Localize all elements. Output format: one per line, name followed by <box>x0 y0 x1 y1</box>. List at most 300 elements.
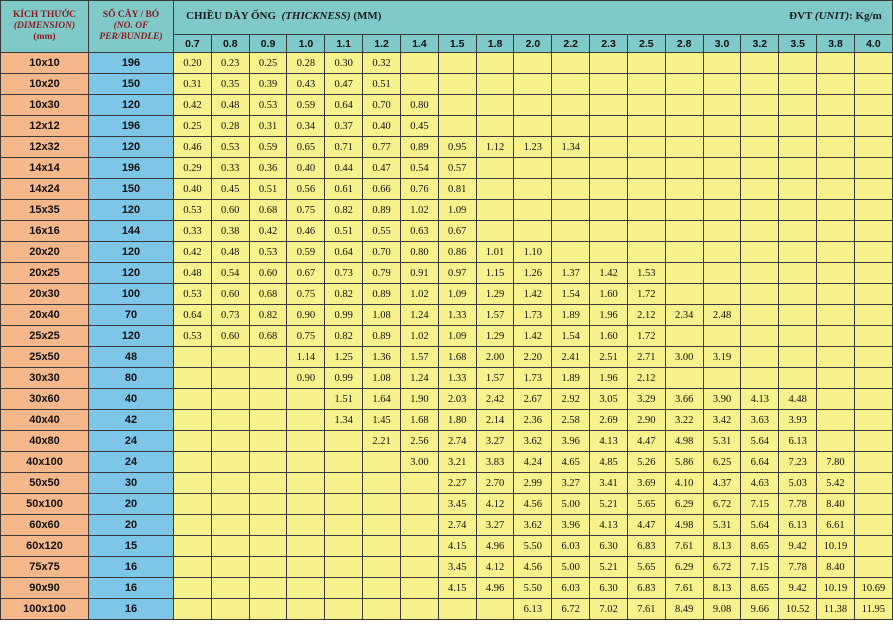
weight-cell: 0.45 <box>211 179 249 200</box>
weight-cell <box>741 368 779 389</box>
weight-cell <box>779 74 817 95</box>
weight-cell: 0.76 <box>400 179 438 200</box>
weight-cell <box>779 221 817 242</box>
weight-cell <box>211 389 249 410</box>
weight-cell: 0.53 <box>249 242 287 263</box>
weight-cell <box>665 221 703 242</box>
weight-cell <box>627 221 665 242</box>
weight-cell: 5.86 <box>665 452 703 473</box>
weight-cell <box>514 95 552 116</box>
weight-cell: 4.24 <box>514 452 552 473</box>
weight-cell <box>249 389 287 410</box>
weight-cell: 3.63 <box>741 410 779 431</box>
weight-cell <box>363 557 401 578</box>
weight-cell <box>325 494 363 515</box>
weight-cell: 6.61 <box>817 515 855 536</box>
weight-cell: 3.96 <box>552 515 590 536</box>
weight-cell <box>514 179 552 200</box>
weight-cell: 1.02 <box>400 200 438 221</box>
weight-cell: 6.72 <box>703 494 741 515</box>
weight-cell: 0.51 <box>249 179 287 200</box>
weight-cell <box>438 116 476 137</box>
weight-cell: 3.42 <box>703 410 741 431</box>
table-row <box>1 452 893 473</box>
weight-cell: 0.68 <box>249 284 287 305</box>
table-body <box>1 53 893 620</box>
bundle-count-cell: 20 <box>89 494 174 515</box>
weight-cell: 0.63 <box>400 221 438 242</box>
weight-cell <box>854 452 892 473</box>
weight-cell: 1.02 <box>400 326 438 347</box>
table-row <box>1 389 893 410</box>
weight-cell: 0.48 <box>174 263 212 284</box>
weight-cell <box>325 515 363 536</box>
weight-cell <box>174 536 212 557</box>
weight-cell: 4.47 <box>627 431 665 452</box>
weight-cell: 9.66 <box>741 599 779 620</box>
weight-cell <box>665 263 703 284</box>
weight-cell <box>854 74 892 95</box>
weight-cell <box>779 326 817 347</box>
weight-cell <box>325 557 363 578</box>
weight-cell: 0.32 <box>363 53 401 74</box>
weight-cell <box>817 221 855 242</box>
weight-cell: 1.45 <box>363 410 401 431</box>
bundle-header <box>89 1 174 53</box>
weight-cell <box>627 116 665 137</box>
weight-cell: 0.54 <box>400 158 438 179</box>
weight-cell: 4.15 <box>438 536 476 557</box>
weight-cell <box>174 578 212 599</box>
weight-cell: 2.92 <box>552 389 590 410</box>
weight-cell: 2.99 <box>514 473 552 494</box>
table-row <box>1 116 893 137</box>
weight-cell: 1.51 <box>325 389 363 410</box>
weight-cell: 7.15 <box>741 557 779 578</box>
bundle-count-cell: 30 <box>89 473 174 494</box>
weight-cell: 6.03 <box>552 536 590 557</box>
weight-cell <box>174 452 212 473</box>
weight-cell <box>817 95 855 116</box>
weight-cell: 4.85 <box>590 452 628 473</box>
weight-cell: 2.56 <box>400 431 438 452</box>
weight-cell <box>665 200 703 221</box>
weight-cell: 7.61 <box>665 578 703 599</box>
weight-cell: 0.31 <box>249 116 287 137</box>
unit-label <box>789 10 882 22</box>
weight-cell: 1.34 <box>325 410 363 431</box>
weight-cell: 0.75 <box>287 284 325 305</box>
table-row <box>1 95 893 116</box>
thickness-column-header: 2.5 <box>627 35 665 53</box>
weight-cell: 1.57 <box>476 368 514 389</box>
dimension-cell: 40x80 <box>1 431 89 452</box>
bundle-count-cell: 20 <box>89 515 174 536</box>
thickness-column-header: 2.0 <box>514 35 552 53</box>
weight-cell: 1.10 <box>514 242 552 263</box>
weight-cell: 8.13 <box>703 578 741 599</box>
weight-cell: 1.53 <box>627 263 665 284</box>
table-row <box>1 158 893 179</box>
weight-cell <box>174 410 212 431</box>
weight-cell <box>779 368 817 389</box>
weight-cell: 1.42 <box>514 326 552 347</box>
weight-cell <box>703 74 741 95</box>
bundle-count-cell: 48 <box>89 347 174 368</box>
bundle-header-vi: SỐ CÂY / BÓ <box>102 10 160 20</box>
weight-cell <box>741 179 779 200</box>
unit-prefix: ĐVT <box>789 10 813 22</box>
thickness-column-header: 2.2 <box>552 35 590 53</box>
weight-cell <box>174 431 212 452</box>
weight-cell: 0.53 <box>249 95 287 116</box>
weight-cell <box>627 95 665 116</box>
weight-cell: 0.71 <box>325 137 363 158</box>
weight-cell <box>249 452 287 473</box>
weight-cell <box>211 599 249 620</box>
weight-cell <box>665 179 703 200</box>
weight-cell: 6.29 <box>665 557 703 578</box>
weight-cell <box>817 200 855 221</box>
weight-cell <box>325 473 363 494</box>
weight-cell: 3.62 <box>514 515 552 536</box>
thickness-column-header: 3.0 <box>703 35 741 53</box>
dimension-cell: 12x12 <box>1 116 89 137</box>
weight-cell: 9.42 <box>779 536 817 557</box>
weight-cell: 0.99 <box>325 305 363 326</box>
weight-cell <box>703 179 741 200</box>
weight-cell: 4.96 <box>476 578 514 599</box>
weight-cell: 6.83 <box>627 578 665 599</box>
weight-cell <box>627 137 665 158</box>
table-row <box>1 473 893 494</box>
weight-cell: 1.60 <box>590 284 628 305</box>
table-row <box>1 410 893 431</box>
weight-cell <box>325 431 363 452</box>
weight-cell: 0.23 <box>211 53 249 74</box>
weight-cell: 0.39 <box>249 74 287 95</box>
weight-cell <box>552 200 590 221</box>
bundle-count-cell: 196 <box>89 53 174 74</box>
weight-cell: 3.45 <box>438 494 476 515</box>
weight-cell: 1.08 <box>363 368 401 389</box>
bundle-count-cell: 120 <box>89 137 174 158</box>
weight-cell <box>325 536 363 557</box>
table-row <box>1 494 893 515</box>
weight-cell <box>854 368 892 389</box>
unit-value: : Kg/m <box>849 10 882 22</box>
weight-cell: 3.19 <box>703 347 741 368</box>
weight-cell: 2.36 <box>514 410 552 431</box>
weight-cell <box>400 557 438 578</box>
weight-cell <box>703 116 741 137</box>
weight-cell <box>817 116 855 137</box>
weight-cell: 0.66 <box>363 179 401 200</box>
dimension-cell: 60x120 <box>1 536 89 557</box>
weight-cell <box>211 557 249 578</box>
bundle-count-cell: 120 <box>89 326 174 347</box>
weight-cell: 3.00 <box>665 347 703 368</box>
weight-cell: 1.02 <box>400 284 438 305</box>
weight-cell <box>287 389 325 410</box>
weight-cell <box>552 221 590 242</box>
weight-cell <box>400 599 438 620</box>
weight-cell: 2.20 <box>514 347 552 368</box>
thickness-column-header: 3.8 <box>817 35 855 53</box>
weight-cell <box>287 452 325 473</box>
weight-cell <box>854 305 892 326</box>
weight-cell: 4.98 <box>665 515 703 536</box>
table-row <box>1 431 893 452</box>
dimension-cell: 20x30 <box>1 284 89 305</box>
weight-cell <box>590 200 628 221</box>
weight-cell: 1.89 <box>552 368 590 389</box>
weight-cell: 0.79 <box>363 263 401 284</box>
weight-cell <box>741 305 779 326</box>
weight-cell <box>400 536 438 557</box>
weight-cell <box>741 116 779 137</box>
weight-cell: 3.83 <box>476 452 514 473</box>
weight-cell: 1.36 <box>363 347 401 368</box>
weight-cell: 1.80 <box>438 410 476 431</box>
weight-cell <box>363 473 401 494</box>
weight-cell: 0.40 <box>363 116 401 137</box>
weight-cell: 4.65 <box>552 452 590 473</box>
weight-cell <box>665 116 703 137</box>
weight-cell: 9.08 <box>703 599 741 620</box>
table-row <box>1 53 893 74</box>
weight-cell: 2.00 <box>476 347 514 368</box>
weight-cell: 6.64 <box>741 452 779 473</box>
weight-cell <box>552 53 590 74</box>
weight-cell <box>817 326 855 347</box>
weight-cell: 3.66 <box>665 389 703 410</box>
dimension-cell: 15x35 <box>1 200 89 221</box>
weight-cell: 1.64 <box>363 389 401 410</box>
thickness-column-header: 1.4 <box>400 35 438 53</box>
weight-cell <box>854 242 892 263</box>
weight-cell: 2.90 <box>627 410 665 431</box>
weight-cell <box>249 431 287 452</box>
weight-cell <box>476 200 514 221</box>
weight-cell <box>400 74 438 95</box>
weight-cell <box>703 221 741 242</box>
table-row <box>1 599 893 620</box>
weight-cell <box>817 263 855 284</box>
weight-cell <box>514 53 552 74</box>
thickness-title <box>186 10 381 22</box>
weight-cell <box>703 95 741 116</box>
weight-cell <box>400 578 438 599</box>
dimension-cell: 50x50 <box>1 473 89 494</box>
weight-cell <box>817 74 855 95</box>
weight-cell <box>400 494 438 515</box>
dimension-header <box>1 1 89 53</box>
weight-cell: 1.73 <box>514 368 552 389</box>
weight-cell: 9.42 <box>779 578 817 599</box>
weight-cell <box>174 347 212 368</box>
weight-cell <box>476 221 514 242</box>
weight-cell: 3.29 <box>627 389 665 410</box>
weight-cell: 2.21 <box>363 431 401 452</box>
weight-cell: 0.89 <box>363 284 401 305</box>
weight-cell: 3.27 <box>476 431 514 452</box>
weight-cell: 3.21 <box>438 452 476 473</box>
weight-cell: 3.93 <box>779 410 817 431</box>
weight-cell: 0.95 <box>438 137 476 158</box>
weight-cell: 7.80 <box>817 452 855 473</box>
dimension-cell: 100x100 <box>1 599 89 620</box>
weight-cell <box>817 53 855 74</box>
weight-cell: 0.25 <box>249 53 287 74</box>
dimension-cell: 20x20 <box>1 242 89 263</box>
weight-cell <box>665 74 703 95</box>
weight-cell <box>779 53 817 74</box>
weight-cell: 0.53 <box>174 326 212 347</box>
weight-cell: 5.65 <box>627 494 665 515</box>
weight-cell <box>174 557 212 578</box>
weight-cell: 0.46 <box>174 137 212 158</box>
weight-cell: 10.19 <box>817 578 855 599</box>
weight-cell: 0.53 <box>174 284 212 305</box>
weight-cell: 1.54 <box>552 326 590 347</box>
weight-cell: 4.12 <box>476 557 514 578</box>
weight-cell: 1.73 <box>514 305 552 326</box>
weight-cell: 0.43 <box>287 74 325 95</box>
weight-cell: 0.42 <box>249 221 287 242</box>
dimension-cell: 20x40 <box>1 305 89 326</box>
dimension-cell: 10x30 <box>1 95 89 116</box>
weight-cell: 0.28 <box>211 116 249 137</box>
weight-cell: 1.42 <box>590 263 628 284</box>
weight-cell <box>817 389 855 410</box>
weight-cell: 0.77 <box>363 137 401 158</box>
weight-cell <box>249 578 287 599</box>
weight-cell: 3.62 <box>514 431 552 452</box>
weight-cell <box>854 200 892 221</box>
weight-cell: 5.64 <box>741 515 779 536</box>
weight-cell <box>363 452 401 473</box>
bundle-count-cell: 100 <box>89 284 174 305</box>
weight-cell <box>438 95 476 116</box>
weight-cell: 10.19 <box>817 536 855 557</box>
weight-cell: 5.50 <box>514 536 552 557</box>
thickness-column-header: 1.2 <box>363 35 401 53</box>
weight-cell: 1.37 <box>552 263 590 284</box>
dimension-cell: 12x32 <box>1 137 89 158</box>
weight-cell <box>249 347 287 368</box>
weight-cell <box>779 347 817 368</box>
table-row <box>1 536 893 557</box>
weight-cell: 0.82 <box>249 305 287 326</box>
weight-cell <box>703 242 741 263</box>
weight-cell <box>854 116 892 137</box>
table-row <box>1 368 893 389</box>
table-row <box>1 347 893 368</box>
weight-cell: 11.95 <box>854 599 892 620</box>
weight-cell: 0.25 <box>174 116 212 137</box>
table-row <box>1 179 893 200</box>
weight-cell: 0.45 <box>400 116 438 137</box>
weight-cell <box>211 431 249 452</box>
weight-cell <box>590 116 628 137</box>
weight-cell <box>438 74 476 95</box>
weight-cell <box>211 473 249 494</box>
weight-cell: 6.83 <box>627 536 665 557</box>
weight-cell: 3.45 <box>438 557 476 578</box>
weight-cell <box>211 578 249 599</box>
weight-cell: 6.30 <box>590 536 628 557</box>
weight-cell: 4.13 <box>590 431 628 452</box>
weight-cell: 0.33 <box>174 221 212 242</box>
weight-cell <box>476 74 514 95</box>
weight-cell <box>779 242 817 263</box>
weight-cell <box>249 557 287 578</box>
weight-cell: 1.09 <box>438 326 476 347</box>
weight-cell: 4.37 <box>703 473 741 494</box>
weight-cell: 1.14 <box>287 347 325 368</box>
weight-cell: 10.69 <box>854 578 892 599</box>
bundle-count-cell: 144 <box>89 221 174 242</box>
weight-cell: 0.55 <box>363 221 401 242</box>
weight-cell <box>627 242 665 263</box>
weight-cell <box>476 95 514 116</box>
weight-cell: 3.05 <box>590 389 628 410</box>
weight-cell: 0.60 <box>211 326 249 347</box>
weight-cell: 0.75 <box>287 326 325 347</box>
table-row <box>1 578 893 599</box>
thickness-column-header: 3.2 <box>741 35 779 53</box>
weight-cell <box>854 179 892 200</box>
weight-cell <box>854 137 892 158</box>
weight-cell <box>174 389 212 410</box>
weight-cell <box>854 515 892 536</box>
weight-cell <box>325 578 363 599</box>
weight-cell: 0.70 <box>363 95 401 116</box>
weight-cell <box>627 158 665 179</box>
weight-cell <box>174 599 212 620</box>
weight-cell <box>590 95 628 116</box>
weight-cell: 0.48 <box>211 95 249 116</box>
weight-cell: 4.96 <box>476 536 514 557</box>
dimension-cell: 75x75 <box>1 557 89 578</box>
bundle-count-cell: 24 <box>89 431 174 452</box>
dimension-cell: 40x100 <box>1 452 89 473</box>
weight-cell <box>741 200 779 221</box>
weight-cell <box>703 368 741 389</box>
weight-cell <box>363 515 401 536</box>
weight-cell: 6.29 <box>665 494 703 515</box>
thickness-title-en: (THICKNESS) <box>281 10 351 22</box>
weight-cell: 5.26 <box>627 452 665 473</box>
weight-cell <box>665 95 703 116</box>
weight-cell: 3.41 <box>590 473 628 494</box>
weight-cell <box>854 410 892 431</box>
weight-cell: 8.49 <box>665 599 703 620</box>
weight-cell: 7.23 <box>779 452 817 473</box>
weight-cell <box>476 599 514 620</box>
table-row <box>1 326 893 347</box>
weight-cell: 6.30 <box>590 578 628 599</box>
weight-cell: 0.29 <box>174 158 212 179</box>
thickness-title-unit: (MM) <box>353 10 382 22</box>
weight-cell <box>665 242 703 263</box>
thickness-column-header: 0.8 <box>211 35 249 53</box>
weight-cell <box>174 515 212 536</box>
weight-cell: 0.75 <box>287 200 325 221</box>
weight-cell <box>476 158 514 179</box>
table-row <box>1 200 893 221</box>
